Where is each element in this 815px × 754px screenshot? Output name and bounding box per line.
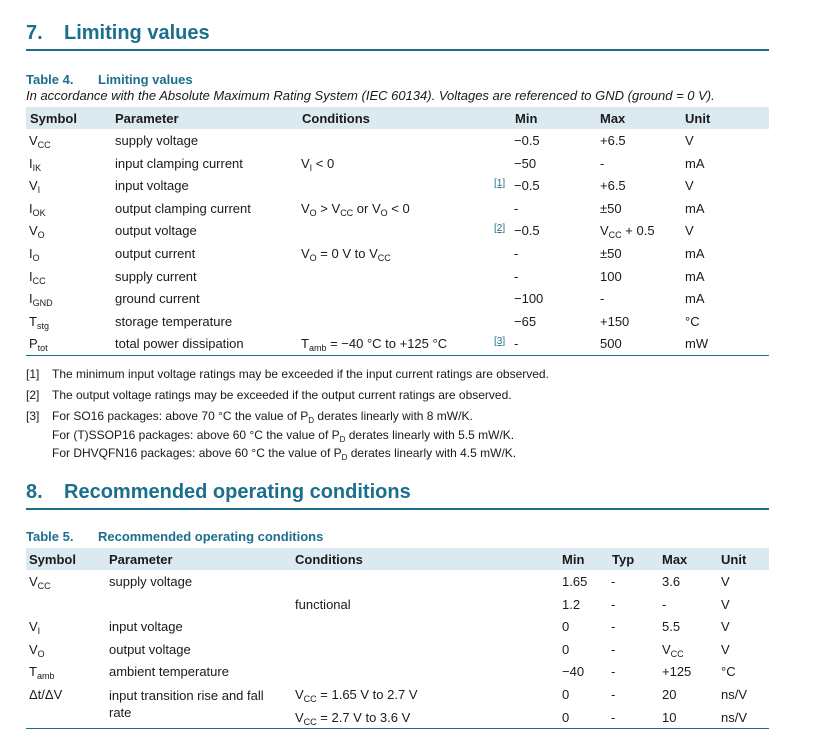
- min-cell: −0.5: [514, 133, 540, 148]
- col-unit: Unit: [685, 111, 711, 126]
- section-8-title: Recommended operating conditions: [64, 481, 411, 503]
- unit-cell: V: [721, 619, 730, 635]
- max-cell: 5.5: [662, 619, 681, 635]
- parameter-cell: supply voltage: [109, 574, 193, 589]
- min-cell: 0: [562, 687, 570, 702]
- subscript: amb: [36, 671, 55, 682]
- max-cell: 100: [600, 268, 622, 284]
- subscript: CC: [303, 716, 317, 727]
- table-row: [26, 130, 769, 152]
- unit-cell: mW: [685, 336, 709, 352]
- footnote-text: The minimum input voltage ratings may be exceeded if the input current ratings are observed.: [52, 367, 549, 381]
- max-cell: 20: [662, 687, 677, 702]
- min-cell: 0: [562, 619, 570, 635]
- conditions-cell: $V_{CC} = 1.65$ V to 2.7 V: [295, 687, 418, 704]
- subscript: O: [37, 648, 45, 659]
- parameter-cell: total power dissipation: [115, 336, 244, 352]
- parameter-cell: input transition rise and fall rate: [109, 688, 264, 720]
- table-row: [26, 266, 769, 288]
- typ-cell: -: [611, 687, 616, 702]
- section-7-heading: [26, 22, 210, 45]
- typ-cell: -: [611, 664, 616, 680]
- symbol-cell: $V_I$: [29, 619, 41, 637]
- unit-cell: V: [685, 223, 694, 239]
- min-cell: −100: [514, 291, 544, 307]
- table-row: [26, 707, 769, 729]
- subscript: CC: [32, 275, 46, 286]
- max-cell: 500: [600, 336, 622, 352]
- min-cell: 0: [562, 641, 570, 657]
- conditions-cell: $V_O = 0$ V to $V_{CC}$: [301, 246, 391, 263]
- typ-cell: -: [611, 574, 616, 589]
- min-cell: −65: [514, 313, 537, 329]
- unit-cell: V: [721, 596, 730, 612]
- subscript: D: [341, 453, 348, 462]
- subscript: D: [308, 416, 315, 425]
- symbol-cell: $I_{GND}$: [29, 291, 53, 309]
- table-4-label: Table 4.: [26, 72, 74, 87]
- unit-cell: °C: [685, 313, 700, 329]
- unit-cell: ns/V: [721, 709, 748, 725]
- col-conditions: Conditions: [295, 552, 363, 567]
- symbol-cell: $V_I$: [29, 178, 41, 196]
- col-max: Max: [662, 552, 688, 567]
- unit-cell: V: [721, 641, 730, 657]
- min-cell: -: [514, 246, 519, 261]
- col-unit: Unit: [721, 552, 747, 567]
- max-cell: ±50: [600, 246, 622, 261]
- max-cell: 10: [662, 709, 677, 725]
- typ-cell: -: [611, 596, 616, 612]
- col-symbol: Symbol: [29, 552, 76, 567]
- min-cell: 1.65: [562, 574, 588, 589]
- table-5-end-rule: [26, 728, 769, 729]
- subscript: IK: [32, 162, 42, 173]
- section-7-number: 7.: [26, 22, 43, 44]
- symbol-cell: $V_{CC}$: [29, 574, 51, 591]
- col-min: Min: [515, 111, 538, 126]
- unit-cell: mA: [685, 200, 705, 216]
- col-symbol: Symbol: [30, 111, 77, 126]
- subscript: O: [380, 207, 388, 218]
- min-cell: 0: [562, 709, 570, 725]
- table-row: [26, 311, 769, 333]
- symbol-cell: $I_O$: [29, 246, 40, 263]
- min-cell: −50: [514, 155, 537, 171]
- col-max: Max: [600, 111, 626, 126]
- conditions-cell: $V_{CC} = 2.7$ V to 3.6 V: [295, 709, 411, 727]
- unit-cell: mA: [685, 291, 705, 307]
- col-parameter: Parameter: [109, 552, 173, 567]
- footnote-index: [2]: [26, 388, 40, 402]
- min-cell: -: [514, 336, 519, 352]
- parameter-cell: input clamping current: [115, 155, 243, 171]
- parameter-cell: input voltage: [109, 619, 183, 635]
- table-row: [26, 153, 769, 175]
- footnote-ref-link[interactable]: [2]: [494, 223, 506, 235]
- table-row: [26, 661, 769, 683]
- max-cell: +6.5: [600, 178, 626, 194]
- table-5-title: Recommended operating conditions: [98, 529, 324, 544]
- max-cell: $V_{CC} + 0.5$: [600, 223, 655, 241]
- table-row: [26, 571, 769, 593]
- typ-cell: -: [611, 709, 616, 725]
- table-row: [26, 594, 769, 616]
- max-cell: +125: [662, 664, 692, 680]
- table-row: [26, 616, 769, 638]
- footnote-index: [3]: [26, 409, 40, 423]
- table-4-title: Limiting values: [98, 72, 193, 87]
- table-4-header: [26, 107, 769, 129]
- table-row: [26, 639, 769, 661]
- conditions-cell: $V_O > V_{CC}$ or $V_O < 0$: [301, 200, 410, 218]
- max-cell: $V_{CC}$: [662, 641, 684, 659]
- subscript: CC: [37, 581, 51, 591]
- symbol-cell: $I_{CC}$: [29, 268, 46, 286]
- subscript: I: [37, 626, 41, 637]
- section-8-rule: [26, 508, 769, 510]
- unit-cell: mA: [685, 268, 705, 284]
- table-row: [26, 288, 769, 310]
- parameter-cell: ambient temperature: [109, 664, 229, 680]
- max-cell: -: [662, 596, 667, 612]
- footnote-text: The output voltage ratings may be exceeded if the output current ratings are observed.: [52, 388, 512, 402]
- unit-cell: ns/V: [721, 687, 748, 702]
- symbol-cell: $I_{OK}$: [29, 200, 46, 218]
- subscript: CC: [608, 230, 622, 241]
- parameter-cell: output voltage: [109, 641, 191, 657]
- footnote-text: For SO16 packages: above 70 °C the value of $P_D$ derates linearly with 8 mW/K.: [52, 409, 473, 425]
- table-row: [26, 198, 769, 220]
- table-4-note: In accordance with the Absolute Maximum Rating System (IEC 60134). Voltages are referenced to GND (ground = 0 V).: [26, 88, 715, 103]
- footnote-ref-link[interactable]: [1]: [494, 178, 506, 190]
- min-cell: -: [514, 268, 519, 284]
- parameter-cell: output clamping current: [115, 200, 251, 216]
- subscript: stg: [36, 320, 49, 331]
- table-5-label: Table 5.: [26, 529, 74, 544]
- max-cell: -: [600, 291, 605, 307]
- subscript: OK: [32, 207, 46, 218]
- subscript: tot: [37, 343, 48, 354]
- parameter-cell: input voltage: [115, 178, 189, 194]
- symbol-cell: Δt/ΔV: [29, 687, 63, 702]
- max-cell: -: [600, 155, 605, 171]
- footnote-ref-link[interactable]: [3]: [494, 336, 506, 348]
- max-cell: +150: [600, 313, 630, 329]
- symbol-cell: $P_{tot}$: [29, 336, 48, 354]
- symbol-cell: $T_{stg}$: [29, 313, 49, 331]
- subscript: GND: [32, 298, 53, 309]
- parameter-cell: output voltage: [115, 223, 197, 239]
- parameter-cell: storage temperature: [115, 313, 233, 329]
- symbol-cell: $V_{CC}$: [29, 133, 51, 150]
- max-cell: +6.5: [600, 133, 626, 148]
- max-cell: ±50: [600, 200, 622, 216]
- unit-cell: V: [685, 178, 694, 194]
- section-7-title: Limiting values: [64, 22, 210, 44]
- subscript: D: [339, 434, 346, 444]
- subscript: CC: [670, 648, 684, 659]
- min-cell: −0.5: [514, 223, 540, 239]
- footnote-text: For DHVQFN16 packages: above 60 °C the value of $P_D$ derates linearly with 4.5 mW/K.: [52, 446, 517, 462]
- parameter-cell: ground current: [115, 291, 200, 307]
- col-min: Min: [562, 552, 585, 567]
- unit-cell: mA: [685, 246, 705, 261]
- unit-cell: V: [685, 133, 694, 148]
- subscript: O: [32, 253, 40, 263]
- table-5-header: [26, 548, 769, 570]
- typ-cell: -: [611, 619, 616, 635]
- subscript: CC: [377, 253, 391, 263]
- unit-cell: V: [721, 574, 730, 589]
- conditions-cell: functional: [295, 596, 351, 612]
- subscript: CC: [340, 207, 354, 218]
- subscript: I: [37, 185, 41, 196]
- table-4-end-rule: [26, 355, 769, 356]
- section-8-heading: [26, 481, 411, 504]
- min-cell: -: [514, 200, 519, 216]
- symbol-cell: $V_O$: [29, 641, 45, 659]
- parameter-cell: output current: [115, 246, 196, 261]
- subscript: CC: [37, 140, 51, 150]
- conditions-cell: $T_{amb} = -40$ °C to +125 °C: [301, 336, 448, 354]
- table-5-caption: [26, 529, 323, 544]
- subscript: O: [309, 253, 317, 263]
- min-cell: 1.2: [562, 596, 581, 612]
- footnote-text: For (T)SSOP16 packages: above 60 °C the value of $P_D$ derates linearly with 5.5 mW/K.: [52, 427, 515, 444]
- section-7-rule: [26, 49, 769, 51]
- min-cell: −40: [562, 664, 585, 680]
- table-row: [26, 175, 769, 197]
- table-4-caption: [26, 72, 193, 87]
- table-row: [26, 243, 769, 265]
- symbol-cell: $T_{amb}$: [29, 664, 55, 682]
- col-parameter: Parameter: [115, 111, 179, 126]
- parameter-cell: supply voltage: [115, 133, 199, 148]
- subscript: I: [309, 162, 313, 173]
- subscript: amb: [308, 343, 327, 354]
- max-cell: 3.6: [662, 574, 681, 589]
- subscript: CC: [303, 694, 317, 704]
- parameter-cell: supply current: [115, 268, 197, 284]
- col-typ: Typ: [612, 552, 635, 567]
- table-row: [26, 220, 769, 242]
- col-conditions: Conditions: [302, 111, 370, 126]
- section-8-number: 8.: [26, 481, 43, 503]
- symbol-cell: $V_O$: [29, 223, 45, 241]
- min-cell: −0.5: [514, 178, 540, 194]
- unit-cell: mA: [685, 155, 705, 171]
- subscript: O: [309, 207, 317, 218]
- typ-cell: -: [611, 641, 616, 657]
- table-row: [26, 333, 769, 355]
- subscript: O: [37, 230, 45, 241]
- conditions-cell: $V_I < 0$: [301, 155, 335, 173]
- unit-cell: °C: [721, 664, 736, 680]
- symbol-cell: $I_{IK}$: [29, 155, 42, 173]
- footnote-index: [1]: [26, 367, 40, 381]
